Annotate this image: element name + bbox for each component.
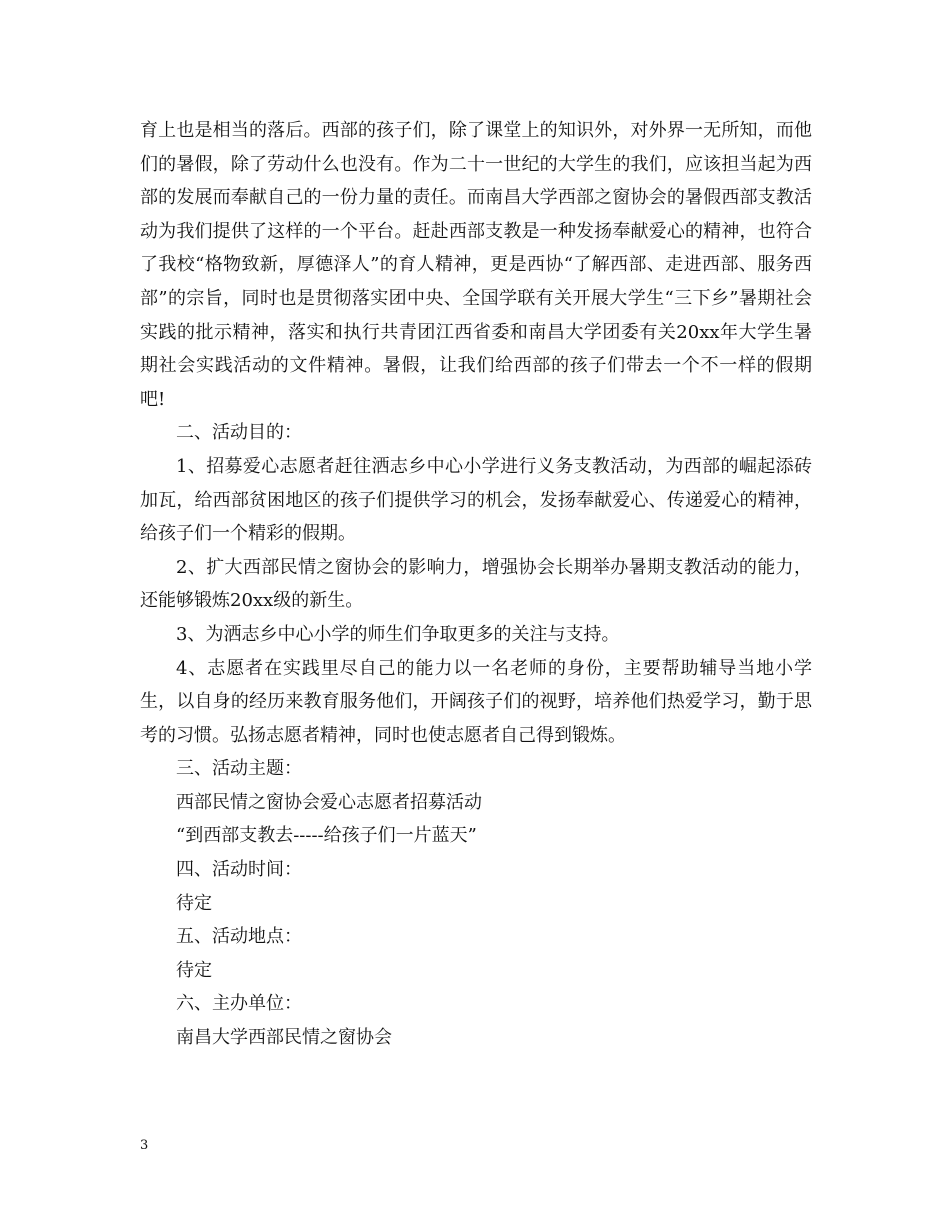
purpose-item-4: 4、志愿者在实践里尽自己的能力以一名老师的身份，主要帮助辅导当地小学生，以自身的经历来教育服务他们，开阔孩子们的视野，培养他们热爱学习，勤于思考的习惯。弘扬志愿者精神，同时也使志愿者自己得到锻炼。 xyxy=(140,657,812,746)
theme-line-2: “到西部支教去-----给孩子们一片蓝天” xyxy=(176,825,477,847)
purpose-item-2: 2、扩大西部民情之窗协会的影响力，增强协会长期举办暑期支教活动的能力，还能够锻炼20xx级的新生。 xyxy=(140,556,812,612)
paragraph-intro-continuation: 育上也是相当的落后。西部的孩子们，除了课堂上的知识外，对外界一无所知，而他们的暑假，除了劳动什么也没有。作为二十一世纪的大学生的我们，应该担当起为西部的发展而奉献自己的一份力量的责任。而南昌大学西部之窗协会的暑假西部支教活动为我们提供了这样的一个平台。赶赴西部支教是一种发扬奉献爱心的精神，也符合了我校“格物致新，厚德泽人”的育人精神，更是西协“了解西部、走进西部、服务西部”的宗旨，同时也是贯彻落实团中央、全国学联有关开展大学生“三下乡”暑期社会实践的批示精神，落实和执行共青团江西省委和南昌大学团委有关20xx年大学生暑期社会实践活动的文件精神。暑假，让我们给西部的孩子们带去一个不一样的假期吧! xyxy=(140,120,812,410)
page-number: 3 xyxy=(140,1138,149,1153)
section-heading-organizer: 六、主办单位： xyxy=(176,993,302,1015)
purpose-item-3: 3、为洒志乡中心小学的师生们争取更多的关注与支持。 xyxy=(176,623,620,645)
theme-line-1: 西部民情之窗协会爱心志愿者招募活动 xyxy=(176,791,482,813)
section-heading-theme: 三、活动主题： xyxy=(176,758,302,780)
section-heading-purpose: 二、活动目的： xyxy=(176,422,302,444)
organizer-value: 南昌大学西部民情之窗协会 xyxy=(176,1027,392,1049)
section-heading-time: 四、活动时间： xyxy=(176,859,302,881)
time-value: 待定 xyxy=(176,892,212,914)
section-heading-location: 五、活动地点： xyxy=(176,926,302,948)
location-value: 待定 xyxy=(176,959,212,981)
purpose-item-1: 1、招募爱心志愿者赶往洒志乡中心小学进行义务支教活动，为西部的崛起添砖加瓦，给西部贫困地区的孩子们提供学习的机会，发扬奉献爱心、传递爱心的精神，给孩子们一个精彩的假期。 xyxy=(140,455,812,545)
document-body xyxy=(140,114,812,1055)
